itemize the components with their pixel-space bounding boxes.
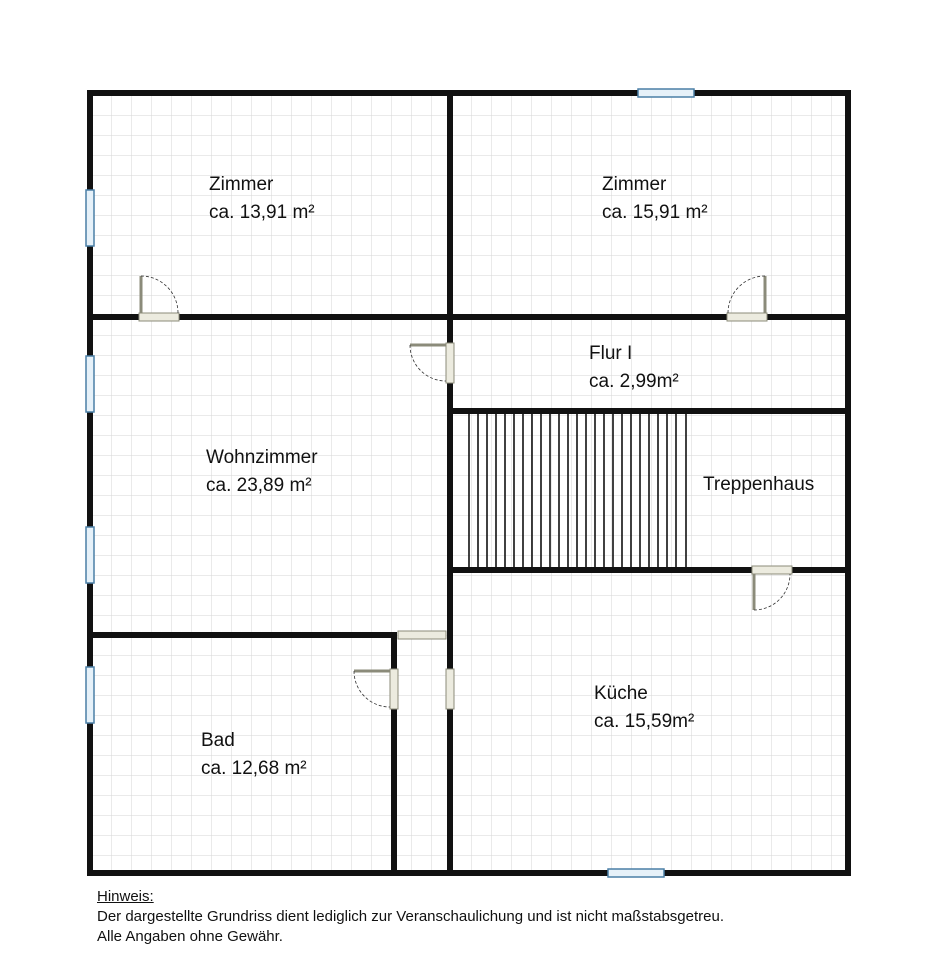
room-area: ca. 12,68 m² xyxy=(201,758,307,779)
room-name: Küche xyxy=(594,683,648,704)
room-area: ca. 15,59m² xyxy=(594,711,695,732)
disclaimer-line-1: Der dargestellte Grundriss dient lediglich zur Veranschaulichung und ist nicht maßstabsgetreu. xyxy=(97,908,724,925)
disclaimer-note xyxy=(97,887,724,947)
room-label-zimmer-left xyxy=(209,171,315,227)
disclaimer-heading: Hinweis: xyxy=(97,888,154,905)
window-zimmer-right-top xyxy=(638,89,694,97)
window-left-4 xyxy=(86,667,94,723)
window-kueche-bottom xyxy=(608,869,664,877)
disclaimer-line-2: Alle Angaben ohne Gewähr. xyxy=(97,928,283,945)
room-label-wohnzimmer xyxy=(206,444,318,500)
room-label-bad xyxy=(201,727,307,783)
room-name: Zimmer xyxy=(209,174,274,195)
room-area: ca. 15,91 m² xyxy=(602,202,708,223)
window-left-3 xyxy=(86,527,94,583)
room-area: ca. 23,89 m² xyxy=(206,475,312,496)
room-area: ca. 2,99m² xyxy=(589,371,679,392)
room-label-zimmer-right xyxy=(602,171,708,227)
room-label-flur xyxy=(589,340,679,396)
room-name: Treppenhaus xyxy=(703,474,815,495)
window-left-2 xyxy=(86,356,94,412)
room-name: Wohnzimmer xyxy=(206,447,318,468)
room-name: Bad xyxy=(201,730,235,751)
room-name: Flur I xyxy=(589,343,633,364)
window-left-1 xyxy=(86,190,94,246)
room-label-kueche xyxy=(594,680,694,736)
room-name: Zimmer xyxy=(602,174,667,195)
room-area: ca. 13,91 m² xyxy=(209,202,315,223)
room-label-treppenhaus xyxy=(703,471,814,499)
